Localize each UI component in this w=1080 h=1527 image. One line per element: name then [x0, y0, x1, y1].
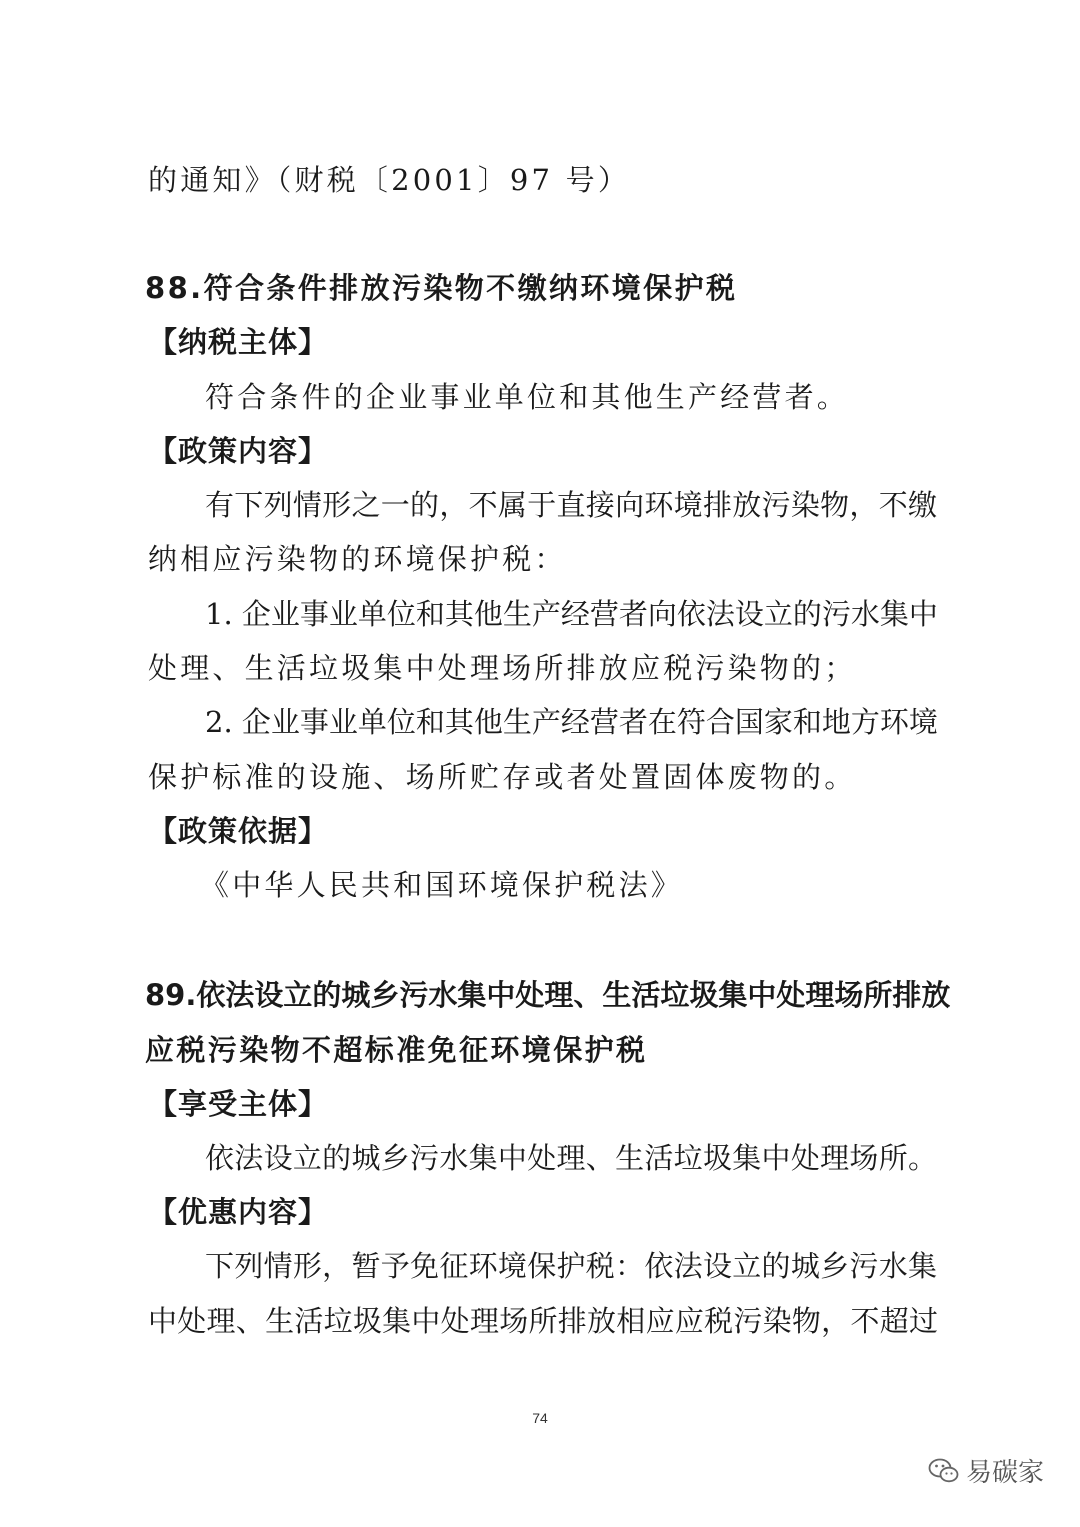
section-88-item-2: 2. 企业事业单位和其他生产经营者在符合国家和地方环境: [205, 705, 938, 739]
section-88-basis-text: 《中华人民共和国环境保护税法》: [200, 868, 684, 902]
section-88-item-1-cont: 处理、生活垃圾集中处理场所排放应税污染物的；: [148, 651, 857, 685]
section-89-title: 89.依法设立的城乡污水集中处理、生活垃圾集中处理场所排放: [145, 978, 951, 1012]
section-88-subject-label: 【纳税主体】: [148, 325, 329, 359]
section-88-basis-label: 【政策依据】: [148, 814, 329, 848]
page-number: 74: [532, 1410, 548, 1426]
section-88-policy-line: 纳相应污染物的环境保护税：: [148, 542, 567, 576]
section-88-policy-line: 有下列情形之一的，不属于直接向环境排放污染物，不缴: [205, 488, 937, 522]
section-89-subject-text: 依法设立的城乡污水集中处理、生活垃圾集中处理场所。: [205, 1141, 937, 1175]
section-89-benefit-label: 【优惠内容】: [148, 1195, 329, 1229]
section-89-benefit-line: 中处理、生活垃圾集中处理场所排放相应应税污染物，不超过: [148, 1304, 938, 1338]
section-88-title: 88.符合条件排放污染物不缴纳环境保护税: [145, 271, 738, 305]
watermark-text: 易碳家: [966, 1458, 1045, 1488]
section-89-benefit-line: 下列情形，暂予免征环境保护税：依法设立的城乡污水集: [205, 1249, 937, 1283]
section-88-item-2-cont: 保护标准的设施、场所贮存或者处置固体废物的。: [148, 760, 857, 794]
section-88-item-1: 1. 企业事业单位和其他生产经营者向依法设立的污水集中: [205, 597, 938, 631]
watermark: [928, 1452, 1044, 1489]
continuation-line: 的通知》（财税〔2001〕97 号）: [148, 163, 631, 197]
wechat-icon: [928, 1457, 960, 1485]
section-89-subject-label: 【享受主体】: [148, 1087, 329, 1121]
section-88-subject-text: 符合条件的企业事业单位和其他生产经营者。: [205, 380, 850, 414]
section-89-title-cont: 应税污染物不超标准免征环境保护税: [145, 1033, 648, 1067]
section-88-policy-label: 【政策内容】: [148, 434, 329, 468]
